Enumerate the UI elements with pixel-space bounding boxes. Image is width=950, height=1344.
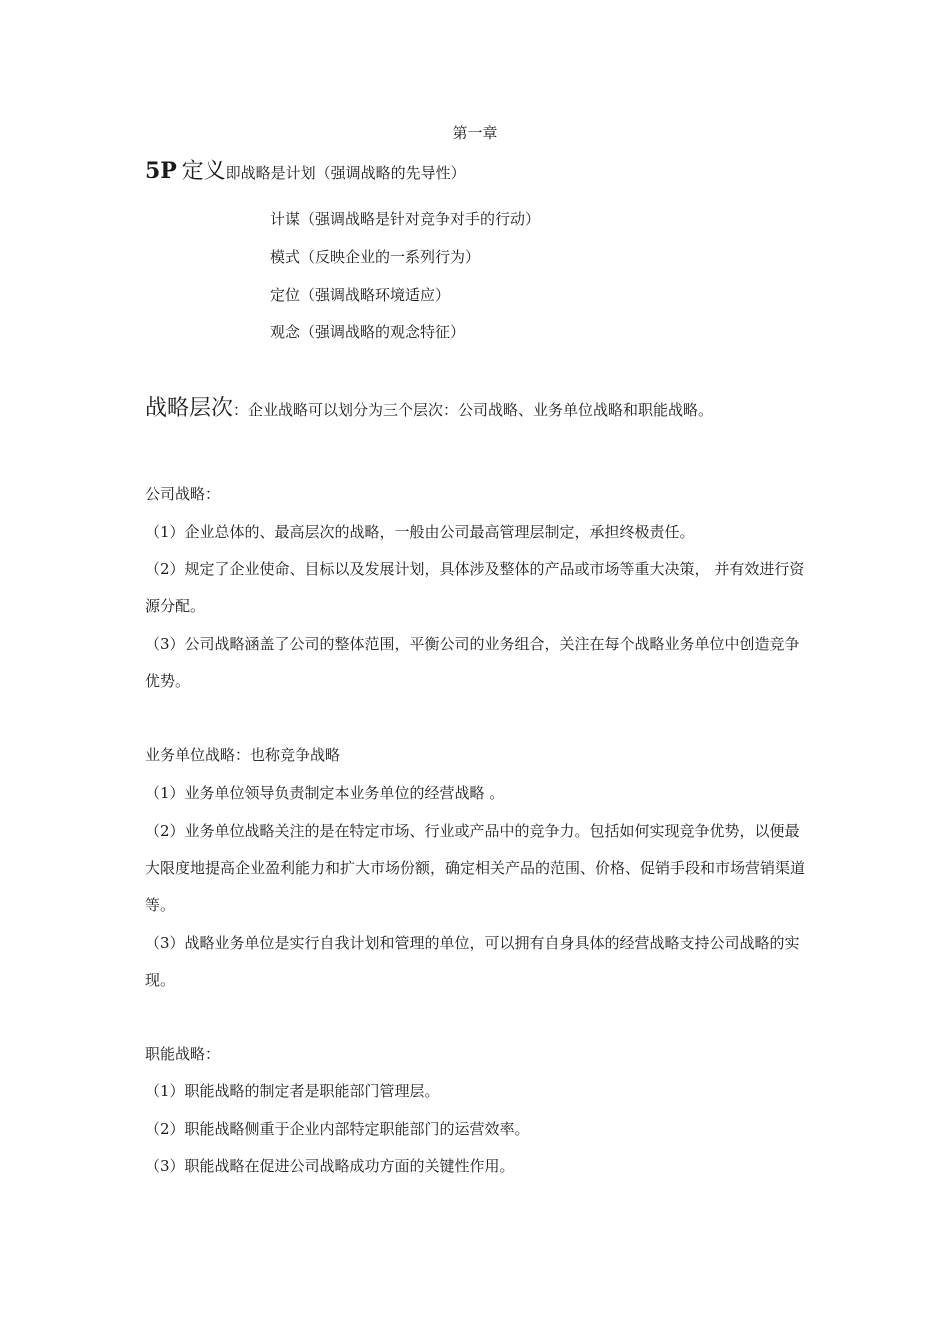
corporate-point-2: （2）规定了企业使命、目标以及发展计划，具体涉及整体的产品或市场等重大决策， 并有效进行资源分配。 (145, 560, 805, 615)
definition-label: 定义 (181, 159, 226, 184)
functional-point-1: （1）职能战略的制定者是职能部门管理层。 (145, 1082, 440, 1100)
chapter-title: 第一章 (452, 124, 498, 142)
business-heading: 业务单位战略：也称竞争战略 (145, 746, 341, 764)
business-point-1: （1）业务单位领导负责制定本业务单位的经营战略 。 (145, 784, 505, 802)
strategy-levels-label: 战略层次 (145, 396, 234, 421)
strategy-levels (145, 398, 713, 420)
strategy-levels-sep: ： (233, 401, 249, 419)
functional-point-2: （2）职能战略侧重于企业内部特定职能部门的运营效率。 (145, 1120, 530, 1138)
corporate-point-1: （1）企业总体的、最高层次的战略，一般由公司最高管理层制定，承担终极责任。 (145, 523, 695, 541)
corporate-point-3: （3）公司战略涵盖了公司的整体范围，平衡公司的业务组合，关注在每个战略业务单位中创造竞争优势。 (145, 635, 800, 690)
corporate-heading: 公司战略： (145, 485, 221, 503)
business-point-3: （3）战略业务单位是实行自我计划和管理的单位，可以拥有自身具体的经营战略支持公司战略的实现。 (145, 934, 800, 989)
strategy-levels-text: 企业战略可以划分为三个层次：公司战略、业务单位战略和职能战略。 (248, 401, 714, 419)
five-p-plan: 即战略是计划（强调战略的先导性） (225, 164, 466, 182)
five-p-perspective: 观念（强调战略的观念特征） (270, 323, 466, 341)
functional-point-3: （3）职能战略在促进公司战略成功方面的关键性作用。 (145, 1157, 515, 1175)
five-p-position: 定位（强调战略环境适应） (270, 286, 451, 304)
five-p-label: 5P (145, 158, 177, 184)
business-point-2: （2）业务单位战略关注的是在特定市场、行业或产品中的竞争力。包括如何实现竞争优势，以便最大限度地提高企业盈利能力和扩大市场份额，确定相关产品的范围、价格、促销手段和市场营销渠道等。 (145, 822, 806, 914)
functional-heading: 职能战略： (145, 1045, 221, 1063)
five-p-pattern: 模式（反映企业的一系列行为） (270, 248, 481, 266)
five-p-definition (145, 160, 466, 183)
five-p-ploy: 计谋（强调战略是针对竞争对手的行动） (270, 210, 541, 228)
